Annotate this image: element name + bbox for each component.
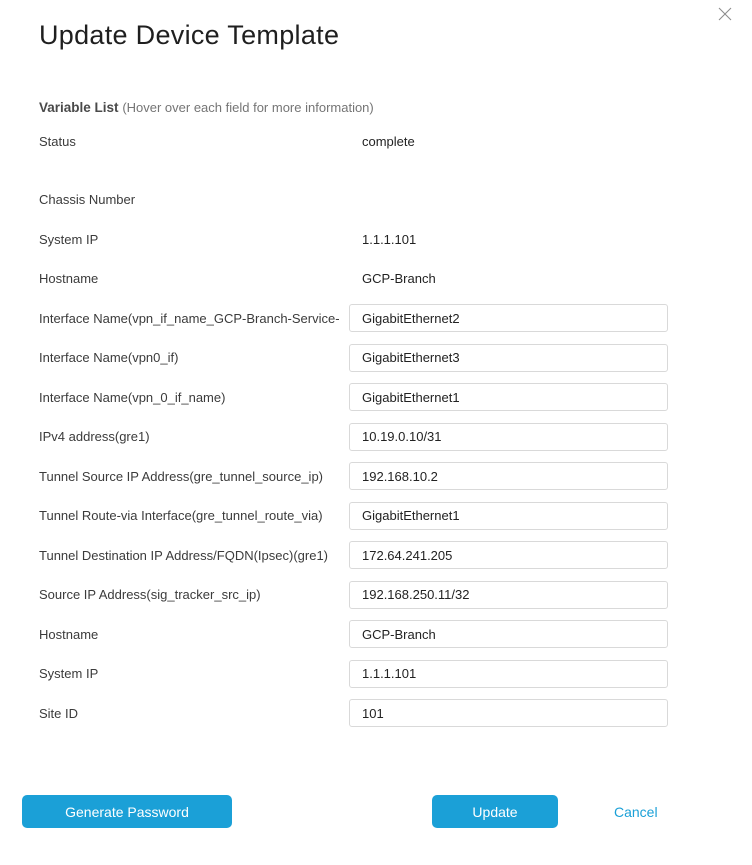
form-row [39, 615, 668, 655]
form-row [39, 457, 668, 497]
field-label: Hostname [39, 271, 99, 287]
field-label: Chassis Number [39, 192, 136, 208]
field-input[interactable] [349, 383, 668, 411]
field-input[interactable] [349, 581, 668, 609]
generate-password-button[interactable]: Generate Password [22, 795, 232, 828]
variable-list-hint: (Hover over each field for more information) [122, 100, 374, 115]
form-row [39, 122, 668, 162]
form-row [39, 338, 668, 378]
field-label: IPv4 address(gre1) [39, 429, 150, 445]
form-row [39, 180, 668, 220]
field-label: Tunnel Route-via Interface(gre_tunnel_route_via) [39, 508, 323, 524]
form-row [39, 694, 668, 734]
form-row [39, 259, 668, 299]
field-input[interactable] [349, 660, 668, 688]
form-row [39, 654, 668, 694]
field-label: Tunnel Destination IP Address/FQDN(Ipsec)(gre1) [39, 547, 329, 563]
field-label: System IP [39, 666, 99, 682]
modal-footer [0, 795, 752, 828]
field-input[interactable] [349, 344, 668, 372]
form-row [39, 378, 668, 418]
field-static-value: GCP-Branch [362, 271, 436, 287]
field-label: Interface Name(vpn_if_name_GCP-Branch-Service- [39, 310, 340, 326]
form-row [39, 536, 668, 576]
form-row [39, 496, 668, 536]
variable-list-heading [39, 100, 668, 115]
form-row [39, 299, 668, 339]
variable-form [39, 122, 668, 733]
field-input[interactable] [349, 423, 668, 451]
field-input[interactable] [349, 502, 668, 530]
cancel-button[interactable]: Cancel [614, 803, 658, 820]
field-static-value: 1.1.1.101 [362, 231, 417, 247]
field-input[interactable] [349, 462, 668, 490]
close-icon-glyph [718, 7, 732, 21]
form-row [39, 575, 668, 615]
field-input[interactable] [349, 541, 668, 569]
update-button[interactable]: Update [432, 795, 558, 828]
field-input[interactable] [349, 620, 668, 648]
field-label: Tunnel Source IP Address(gre_tunnel_source_ip) [39, 468, 324, 484]
field-label: Site ID [39, 705, 79, 721]
field-label: System IP [39, 231, 99, 247]
field-label: Source IP Address(sig_tracker_src_ip) [39, 587, 261, 603]
variable-list-label: Variable List [39, 100, 119, 115]
field-static-value: complete [362, 134, 415, 150]
field-label: Status [39, 134, 76, 150]
field-label: Interface Name(vpn0_if) [39, 350, 179, 366]
close-icon[interactable] [717, 6, 733, 22]
field-label: Interface Name(vpn_0_if_name) [39, 389, 226, 405]
form-row [39, 220, 668, 260]
field-label: Hostname [39, 626, 99, 642]
form-row [39, 417, 668, 457]
field-input[interactable] [349, 699, 668, 727]
field-input[interactable] [349, 304, 668, 332]
page-title: Update Device Template [39, 20, 340, 50]
